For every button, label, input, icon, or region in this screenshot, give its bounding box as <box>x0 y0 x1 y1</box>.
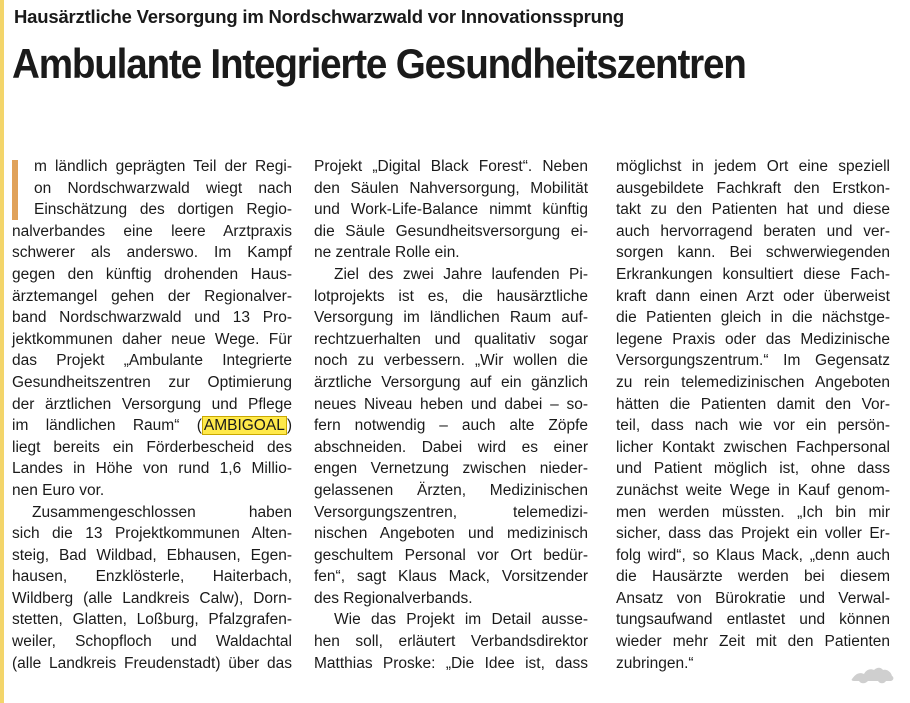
article-line: und Patient möglich ist, ohne dass <box>616 460 890 478</box>
article-line: auch hervorragend beraten und ver- <box>616 222 890 240</box>
article-line: Wie das Projekt im Detail ausse- <box>334 611 588 629</box>
article-column-2 <box>314 156 588 674</box>
article-line: nischen Angeboten und medizinisch <box>314 525 588 543</box>
kicker: Hausärztliche Versorgung im Nordschwarzwald vor Innovationssprung <box>14 6 624 27</box>
article-line: möglichst in jedem Ort eine speziell <box>616 158 890 175</box>
article-line: gegen den künftig drohenden Haus- <box>12 265 292 283</box>
article-line: der ärztlichen Versorgung und Pflege <box>12 395 292 413</box>
article-line: noch zu verbessern. „Wir wollen die <box>314 352 588 370</box>
article-line: folg wird“, so Klaus Mack, „denn auch <box>616 546 890 564</box>
article-line: Einschätzung des dortigen Regio- <box>34 201 292 219</box>
article-line: fern notwendig – auch alte Zöpfe <box>314 417 588 435</box>
article-line: legene Praxis oder das Medizinische <box>616 330 890 348</box>
article-line: nalverbandes eine leere Arztpraxis <box>12 222 292 240</box>
article-line: band Nordschwarzwald und 13 Pro- <box>12 309 292 327</box>
article-line: ausgebildete Fachkraft den Erstkon- <box>616 179 890 197</box>
article-line: ärztemangel gehen der Regionalver- <box>12 287 292 305</box>
article-line: abschneiden. Dabei wird es einer <box>314 438 588 456</box>
article-line: sicher, dass das Projekt ein voller Er- <box>616 525 890 543</box>
article-line: zunächst weite Wege in Kauf genom- <box>616 481 890 499</box>
article-line: m ländlich geprägten Teil der Regi- <box>34 158 292 175</box>
article-line: Ziel des zwei Jahre laufenden Pi- <box>334 265 588 283</box>
article-line: jektkommunen daher neue Wege. Für <box>12 330 292 348</box>
article-line: Wildberg (alle Landkreis Calw), Dorn- <box>12 589 292 607</box>
article-line: Matthias Proske: „Die Idee ist, dass <box>314 654 588 672</box>
highlighted-term: AMBIGOAL <box>203 417 285 435</box>
article-line: ne zentrale Rolle ein. <box>314 244 460 262</box>
article-line: on Nordschwarzwald wiegt nach <box>34 179 292 197</box>
article-line: Zusammengeschlossen haben <box>32 503 292 521</box>
article-line: die Patienten gleich in die nächstge- <box>616 309 890 327</box>
article-line: men werden müssten. „Ich bin mir <box>616 503 890 521</box>
article-line: neues Niveau heben und dabei – so- <box>314 395 588 413</box>
article-line: Erkrankungen konsultiert diese Fach- <box>616 265 890 283</box>
article-line: zubringen.“ <box>616 654 694 672</box>
article-line: hätten die Patienten damit den Vor- <box>616 395 890 413</box>
article-line: Versorgungszentrum.“ Im Gegensatz <box>616 352 890 370</box>
article-line: schwerer als anderswo. Im Kampf <box>12 244 292 262</box>
article-line: weiler, Schopfloch und Waldachtal <box>12 633 292 651</box>
article-line: gelassenen Ärzten, Medizinischen <box>314 481 588 499</box>
article-line: liegt bereits ein Förderbescheid des <box>12 438 292 456</box>
article-line: tungsaufwand entlastet und können <box>616 611 890 629</box>
article-line: Projekt „Digital Black Forest“. Neben <box>314 158 588 175</box>
article-line: geschultem Personal vor Ort bedür- <box>314 546 588 564</box>
article-line-highlight: im ländlichen Raum“ ( AMBIGOAL ) <box>12 417 292 435</box>
article-line: sich die 13 Projektkommunen Alten- <box>12 525 292 543</box>
article-line: wieder mehr Zeit mit den Patienten <box>616 633 890 651</box>
article-line: des Regionalverbands. <box>314 589 473 607</box>
article-line: rechtzuerhalten und qualitativ sogar <box>314 330 588 348</box>
article-line: ärztliche Versorgung auf ein gänzlich <box>314 373 588 391</box>
article-line: Ansatz von Bürokratie und Verwal- <box>616 589 890 607</box>
article-line: teil, dass nach wie vor ein persön- <box>616 417 890 435</box>
article-column-3 <box>616 156 890 674</box>
article-line: hen soll, erläutert Verbandsdirektor <box>314 633 588 651</box>
article-column-1 <box>12 156 292 674</box>
headline: Ambulante Integrierte Gesundheitszentren <box>12 40 746 87</box>
article-line: steig, Bad Wildbad, Ebhausen, Egen- <box>12 546 292 564</box>
article-line: Landes in Höhe von rund 1,6 Millio- <box>12 460 292 478</box>
article-line: das Projekt „Ambulante Integrierte <box>12 352 292 370</box>
article-line: (alle Landkreis Freudenstadt) über das <box>12 654 292 672</box>
article-line: sorgen kann. Bei schwerwiegenden <box>616 244 890 262</box>
article-line: engen Vernetzung zwischen nieder- <box>314 460 588 478</box>
drop-cap-bar <box>12 160 18 220</box>
article-line: die Hausärzte werden bei diesem <box>616 568 890 586</box>
article-line: kraft dann einen Arzt oder überweist <box>616 287 890 305</box>
article-line: takt zu den Patienten hat und diese <box>616 201 890 219</box>
article-line: die Säule Gesundheitsversorgung ei- <box>314 222 588 240</box>
article-line: fen“, sagt Klaus Mack, Vorsitzender <box>314 568 588 586</box>
article-line: hausen, Enzklösterle, Haiterbach, <box>12 568 292 586</box>
article-line: Versorgungszentren, telemedizi- <box>314 503 588 521</box>
article-line: licher Kontakt zwischen Fachpersonal <box>616 438 890 456</box>
article-line: nen Euro vor. <box>12 481 105 499</box>
article-line: den Säulen Nahversorgung, Mobilität <box>314 179 588 197</box>
article-line: stetten, Glatten, Loßburg, Pfalzgrafen- <box>12 611 292 629</box>
state-lion-logo-icon <box>850 663 896 687</box>
page-edge-accent <box>0 0 4 703</box>
article-line: und Work-Life-Balance nimmt künftig <box>314 201 588 219</box>
article-line: zu rein telemedizinischen Angeboten <box>616 373 890 391</box>
article-line: Gesundheitszentren zur Optimierung <box>12 373 292 391</box>
article-line: Versorgung im ländlichen Raum auf- <box>314 309 588 327</box>
article-line: lotprojekts ist es, die hausärztliche <box>314 287 588 305</box>
